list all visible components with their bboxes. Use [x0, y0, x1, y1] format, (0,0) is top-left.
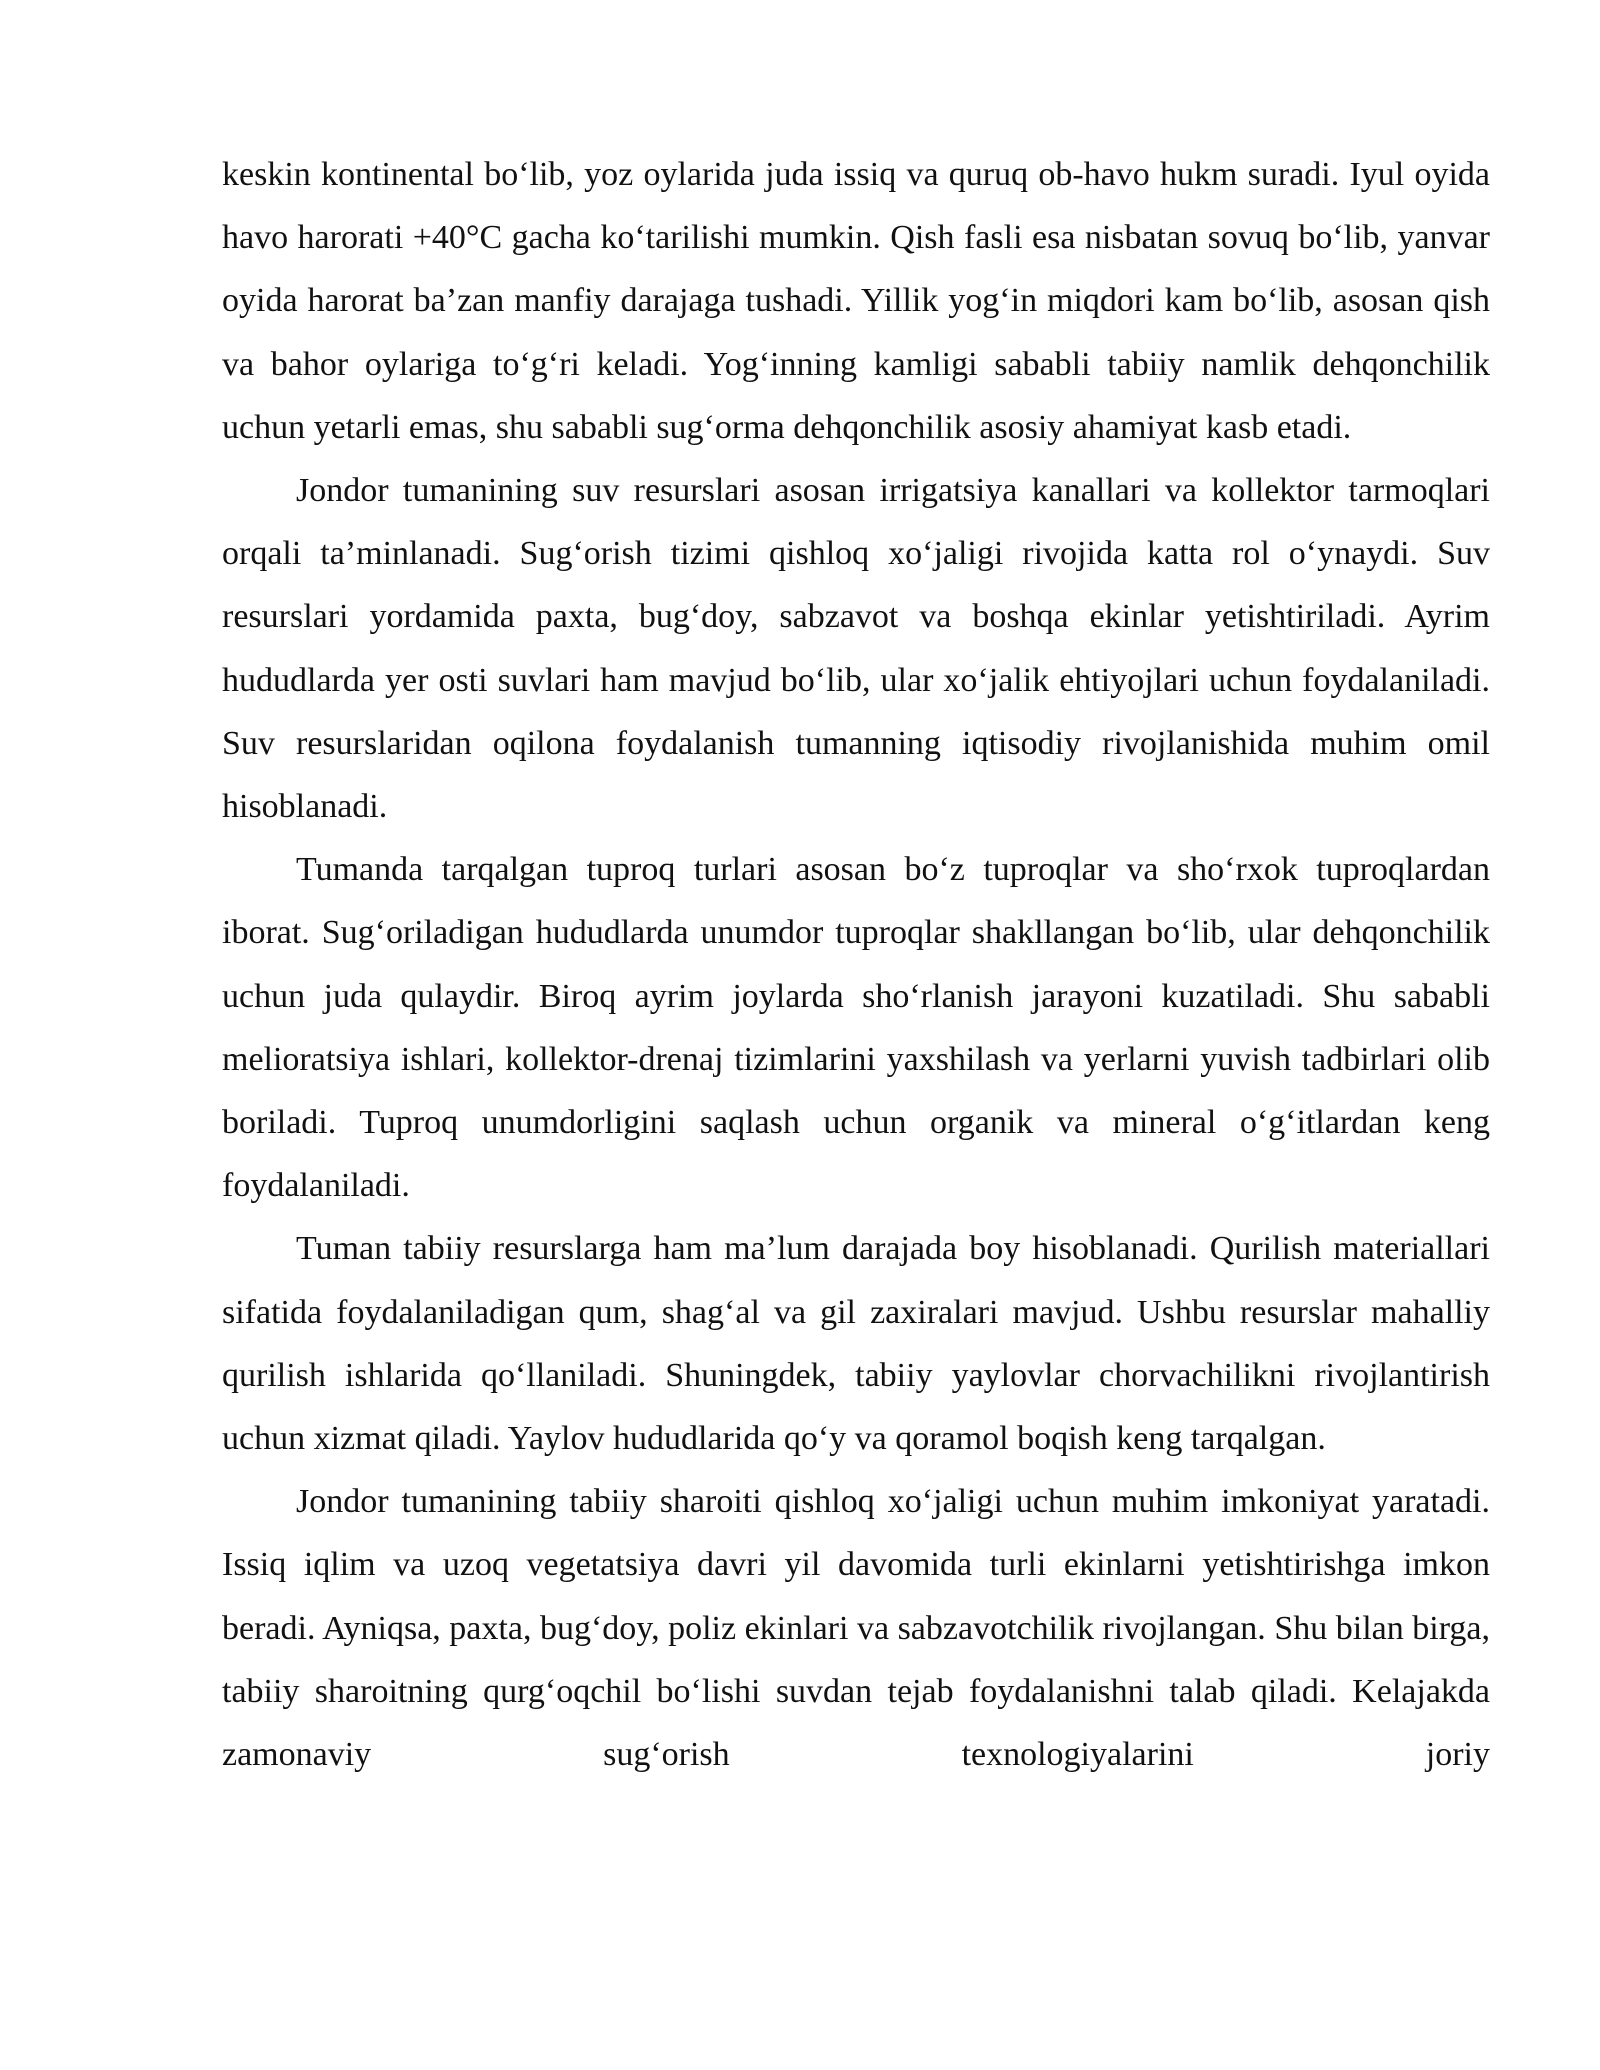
paragraph-agriculture-conditions: Jondor tumanining tabiiy sharoiti qishloq xo‘jaligi uchun muhim imkoniyat yaratadi. Issiq iqlim va uzoq vegetatsiya davri yil davomida turli ekinlarni yetishtirishga imkon beradi. Ayniqsa, paxta, bug‘doy, poliz ekinlari va sabzavotchilik rivojlangan. Shu bilan birga, tabiiy sharoitning qurg‘oqchil bo‘lishi suvdan tejab foydalanishni talab qiladi. Kelajakda zamonaviy sug‘orish texnologiyalarini joriy [222, 1483, 1490, 1774]
paragraph-soil-types: Tumanda tarqalgan tuproq turlari asosan bo‘z tuproqlar va sho‘rxok tuproqlardan iborat. Sug‘oriladigan hududlarda unumdor tuproqlar shakllangan bo‘lib, ular dehqonchilik uchun juda qulaydir. Biroq ayrim joylarda sho‘rlanish jarayoni kuzatiladi. Shu sababli melioratsiya ishlari, kollektor-drenaj tizimlarini yaxshilash va yerlarni yuvish tadbirlari olib boriladi. Tuproq unumdorligini saqlash uchun organik va mineral o‘g‘itlardan keng foydalaniladi. [222, 851, 1490, 1205]
paragraph-water-resources: Jondor tumanining suv resurslari asosan irrigatsiya kanallari va kollektor tarmoqlari orqali ta’minlanadi. Sug‘orish tizimi qishloq xo‘jaligi rivojida katta rol o‘ynaydi. Suv resurslari yordamida paxta, bug‘doy, sabzavot va boshqa ekinlar yetishtiriladi. Ayrim hududlarda yer osti suvlari ham mavjud bo‘lib, ular xo‘jalik ehtiyojlari uchun foydalaniladi. Suv resurslaridan oqilona foydalanish tumanning iqtisodiy rivojlanishida muhim omil hisoblanadi. [222, 472, 1490, 826]
paragraph-natural-resources: Tuman tabiiy resurslarga ham ma’lum darajada boy hisoblanadi. Qurilish materiallari sifatida foydalaniladigan qum, shag‘al va gil zaxiralari mavjud. Ushbu resurslar mahalliy qurilish ishlarida qo‘llaniladi. Shuningdek, tabiiy yaylovlar chorvachilikni rivojlantirish uchun xizmat qiladi. Yaylov hududlarida qo‘y va qoramol boqish keng tarqalgan. [222, 1230, 1490, 1458]
document-body [222, 143, 1490, 1786]
paragraph-climate: keskin kontinental bo‘lib, yoz oylarida juda issiq va quruq ob-havo hukm suradi. Iyul oyida havo harorati +40°C gacha ko‘tarilishi mumkin. Qish fasli esa nisbatan sovuq bo‘lib, yanvar oyida harorat ba’zan manfiy darajaga tushadi. Yillik yog‘in miqdori kam bo‘lib, asosan qish va bahor oylariga to‘g‘ri keladi. Yog‘inning kamligi sababli tabiiy namlik dehqonchilik uchun yetarli emas, shu sababli sug‘orma dehqonchilik asosiy ahamiyat kasb etadi. [222, 156, 1490, 446]
